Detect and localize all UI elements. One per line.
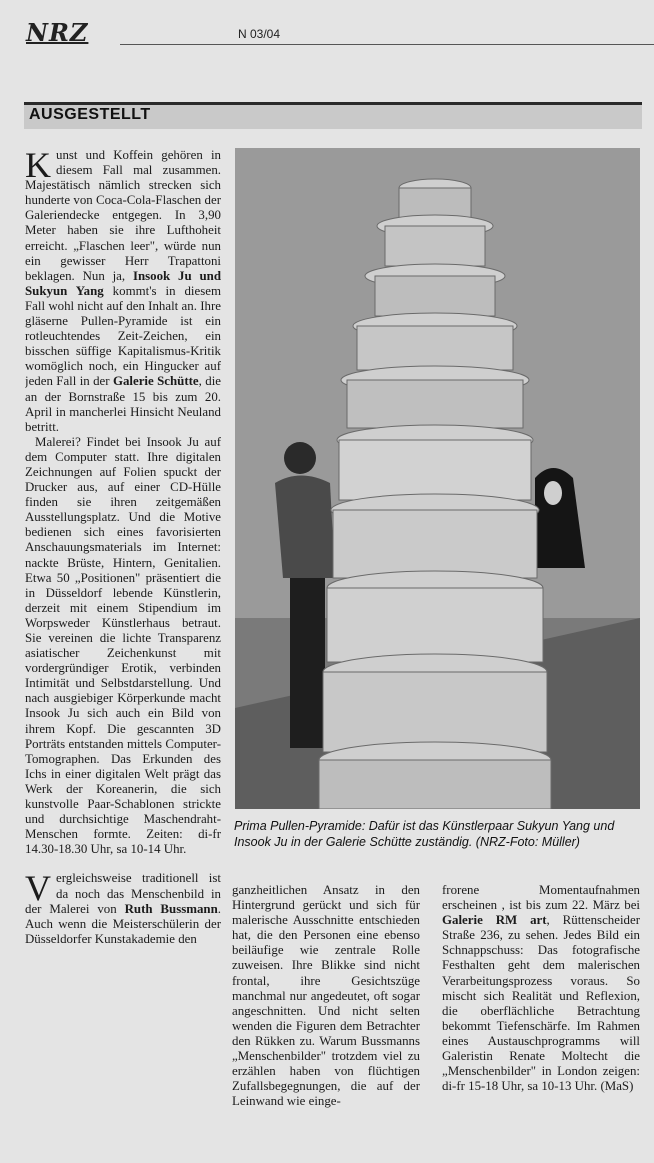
masthead-rule — [120, 44, 654, 45]
paragraph-text: frorene Momentaufnahmen erscheinen , ist bis zum 22. März bei — [442, 883, 640, 913]
paragraph-text: ganzheitlichen Ansatz in den Hintergrund gerückt und sich für malerische Ausschnitte entschieden hat, die den Personen eine ebenso beiläufige wie zentrale Rolle zuweisen. Ihre Blikke sind nicht frontal, ihre Gesichtszüge manchmal nur angedeutet, oft sogar angeschnitten. Und nicht selten wenden die Figuren dem Betrachter den Rükken zu. Warum Bussmanns „Menschenbilder" trotzdem viel zu erzählen haben von flüchtigen Zufallsbegegnungen, die auf der Leinwand wie einge- — [232, 883, 420, 1109]
artist-name-bussmann: Ruth Bussmann — [124, 901, 218, 916]
bottle-pyramid-illustration — [235, 148, 640, 809]
article-column-1 — [25, 148, 221, 1163]
section-title: AUSGESTELLT — [29, 106, 151, 123]
paragraph-text: . Auch wenn die Meisterschülerin der Düsseldorfer Kunstakademie den — [25, 901, 221, 946]
paragraph-text: kommt's in diesem Fall wohl nicht auf den Inhalt an. Ihre gläserne Pullen-Pyramide ist ein rotleuchtendes Zeit-Zeichen, ein bisschen süffige Kapitalismus-Kritik womöglich noch, ein Hingucker auf jeden Fall in der — [25, 283, 221, 389]
paragraph-text: ergleichsweise traditionell ist da noch das Menschenbild in der Malerei von — [25, 871, 221, 916]
paragraph-3 — [25, 868, 221, 946]
paragraph-text: , die an der Bornstraße 15 bis zum 20. April in mancherlei Hinsicht Neuland betritt. — [25, 374, 221, 434]
masthead-logo: NRZ — [26, 18, 89, 47]
article-column-2 — [232, 883, 420, 1109]
paragraph-text — [442, 883, 640, 1094]
paragraph-1 — [25, 148, 221, 435]
photo-caption: Prima Pullen-Pyramide: Dafür ist das Künstlerpaar Sukyun Yang und Insook Ju in der Galerie Schütte zuständig. (NRZ-Foto: Müller) — [234, 819, 615, 849]
gallery-name-rm-art: Galerie RM art — [442, 913, 547, 928]
drop-cap-k: K — [25, 148, 51, 185]
issue-number: N 03/04 — [238, 27, 281, 41]
artist-names: Insook Ju und Sukyun Yang — [25, 268, 221, 298]
paragraph-2: Malerei? Findet bei Insook Ju auf dem Computer statt. Ihre digitalen Zeichnungen auf Folien spuckt der Drucker aus, auf einer CD-Hülle finden sie ihren zeitgemäßen Ausstellungsplatz. Und die Motive bedienen sich eines favorisierten Anschauungsmaterials im Internet: nackte Brüste, Hintern, Genitalien. Etwa 50 „Positionen" präsentiert die in Düsseldorf lebende Künstlerin, derzeit mit einem Stipendium im Worpsweder Künstlerhaus betraut. Sie vereinen die lichte Transparenz asiatischer Zeichenkunst mit vordergründiger Erotik, verbinden Intimität und Selbstdarstellung. Und nach ausgiebiger Körperkunde macht Insook Ju sich auch ein Bild von ihrem Kopf. Die gescannten 3D Porträts entstanden mittels Computer-Tomographen. Das Erkunden des Ichs in einer digitalen Welt prägt das Werk der Koreanerin, die sich kunstvolle Paar-Schablonen strickte und durchsichtige Maschendraht-Menschen formte. Zeiten: di-fr 14.30-18.30 Uhr, sa 10-14 Uhr. — [25, 434, 221, 857]
paragraph-text: , Rüttenscheider Straße 236, zu sehen. Jedes Bild ein Schnappschuss: Das fotografische Festhalten geht dem malerischen Verarbeitungsprozess voraus. So mischt sich Realität und Reflexion, die oberflächliche Betrachtung bekommt Tiefenschärfe. Im Rahmen eines Austauschprogramms will Galeristin Renate Moltecht die „Menschenbilder" in London zeigen: di-fr 15-18 Uhr, sa 10-13 Uhr. (MaS) — [442, 913, 640, 1094]
drop-cap-v: V — [25, 868, 51, 909]
gallery-name-schuette: Galerie Schütte — [112, 374, 199, 389]
article-column-3 — [442, 883, 640, 1094]
paragraph-text: unst und Koffein gehören in diesem Fall mal zusammen. Majestätisch nämlich strecken sich hunderte von Coca-Cola-Flaschen der Galeriendecke entgegen. In 3,90 Meter haben sie ihre Lufthoheit erreicht. „Flaschen leer", würde nun ein gewisser Herr Trapattoni beklagen. Nun ja, — [25, 148, 221, 283]
pyramid-photo — [235, 148, 640, 809]
